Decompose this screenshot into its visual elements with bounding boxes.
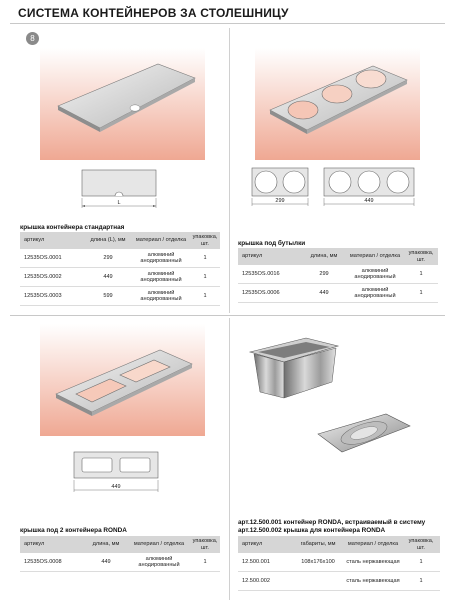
cell-material: алюминий анодированный: [128, 553, 190, 572]
col-article: артикул: [20, 536, 84, 553]
col-length: длина, мм: [302, 248, 346, 265]
cell-article: 12.500.001: [238, 553, 292, 572]
table-row: [238, 265, 438, 284]
cell-length: 449: [84, 268, 132, 287]
cell-pack: 1: [404, 265, 438, 284]
cell-dimensions: [292, 572, 344, 591]
table-row: [20, 553, 220, 572]
page-title: СИСТЕМА КОНТЕЙНЕРОВ ЗА СТОЛЕШНИЦУ: [18, 6, 289, 20]
col-pack: упаковка, шт.: [190, 232, 220, 249]
cell-article: 12535OS.0016: [238, 265, 302, 284]
cell-pack: 1: [402, 572, 440, 591]
cell-article: 12535OS.0008: [20, 553, 84, 572]
col-article: артикул: [238, 248, 302, 265]
col-material: материал / отделка: [346, 248, 404, 265]
cell-material: алюминий анодированный: [132, 287, 190, 306]
caption-ronda-container-line2: арт.12.500.002 крышка для контейнера RONDA: [238, 527, 386, 534]
col-pack: упаковка, шт.: [402, 536, 440, 553]
cell-pack: 1: [190, 287, 220, 306]
table-row: [238, 572, 440, 591]
dim-label-L: L: [117, 200, 121, 206]
col-length: длина, мм: [84, 536, 128, 553]
cell-length: 599: [84, 287, 132, 306]
cell-material: алюминий анодированный: [132, 268, 190, 287]
cell-material: сталь нержавеющая: [344, 572, 402, 591]
cell-pack: 1: [404, 284, 438, 303]
cell-length: 299: [302, 265, 346, 284]
standard-drawing: [80, 168, 160, 218]
cell-length: 449: [84, 553, 128, 572]
table-bottles: [238, 248, 438, 303]
col-material: материал / отделка: [132, 232, 190, 249]
page-number-badge: 8: [26, 32, 39, 45]
dim-label-299: 299: [275, 198, 285, 204]
cell-article: 12535OS.0003: [20, 287, 84, 306]
col-material: материал / отделка: [344, 536, 402, 553]
cell-article: 12.500.002: [238, 572, 292, 591]
bottles-drawing-299: [250, 166, 312, 219]
product-image-ronda-container: [244, 334, 344, 409]
col-article: артикул: [238, 536, 292, 553]
cell-article: 12535OS.0006: [238, 284, 302, 303]
cell-material: сталь нержавеющая: [344, 553, 402, 572]
caption-standard: крышка контейнера стандартная: [20, 224, 125, 231]
table-row: [20, 287, 220, 306]
col-material: материал / отделка: [128, 536, 190, 553]
cell-material: алюминий анодированный: [132, 249, 190, 268]
cell-pack: 1: [402, 553, 440, 572]
dim-label-449: 449: [111, 484, 121, 490]
product-image-ronda-lid: [314, 410, 414, 463]
caption-bottles: крышка под бутылки: [238, 240, 306, 247]
cell-length: 299: [84, 249, 132, 268]
cell-material: алюминий анодированный: [346, 284, 404, 303]
bottles-drawing-449: [322, 166, 418, 219]
product-image-bottles: [255, 48, 420, 160]
product-image-standard: [40, 48, 205, 160]
cell-article: 12535OS.0001: [20, 249, 84, 268]
col-article: артикул: [20, 232, 84, 249]
col-pack: упаковка, шт.: [404, 248, 438, 265]
dim-label-449: 449: [364, 198, 374, 204]
table-ronda-container: [238, 536, 440, 591]
horizontal-divider: [10, 315, 445, 316]
table-standard: [20, 232, 220, 306]
cell-pack: 1: [190, 553, 220, 572]
cell-article: 12535OS.0002: [20, 268, 84, 287]
vertical-divider-bottom: [229, 318, 230, 600]
vertical-divider-top: [229, 28, 230, 313]
table-row: [20, 249, 220, 268]
col-dimensions: габариты, мм: [292, 536, 344, 553]
cell-pack: 1: [190, 268, 220, 287]
caption-ronda-container-line1: арт.12.500.001 контейнер RONDA, встраиваемый в систему: [238, 519, 426, 526]
table-row: [238, 284, 438, 303]
table-ronda2: [20, 536, 220, 572]
caption-ronda2: крышка под 2 контейнера RONDA: [20, 527, 127, 534]
cell-pack: 1: [190, 249, 220, 268]
col-pack: упаковка, шт.: [190, 536, 220, 553]
ronda2-drawing: [72, 450, 162, 503]
table-row: [20, 268, 220, 287]
product-image-ronda2: [40, 324, 205, 436]
col-length: длина (L), мм: [84, 232, 132, 249]
header-divider: [10, 23, 445, 24]
page-header: [0, 0, 455, 24]
cell-length: 449: [302, 284, 346, 303]
cell-dimensions: 108х176х100: [292, 553, 344, 572]
cell-material: алюминий анодированный: [346, 265, 404, 284]
table-row: [238, 553, 440, 572]
